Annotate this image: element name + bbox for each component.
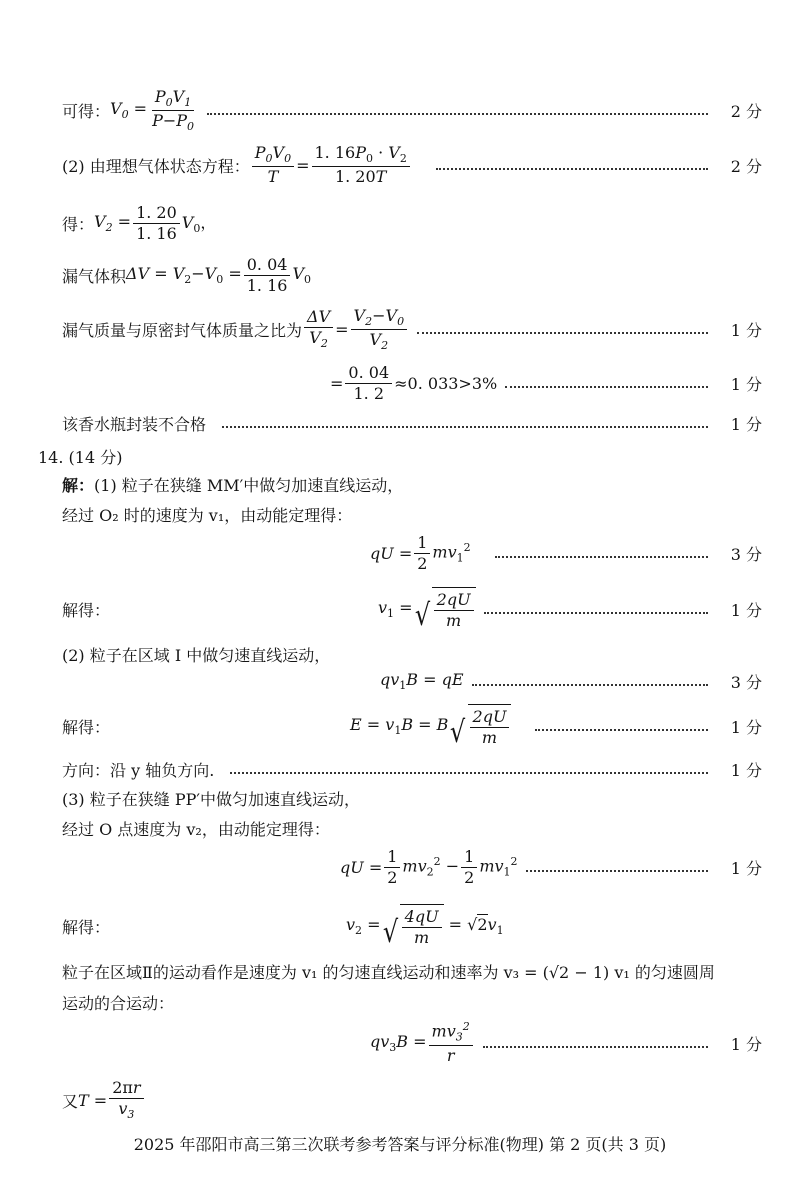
solution-label: 解： xyxy=(62,475,95,495)
question-14-header xyxy=(38,444,122,468)
line-part1-energy xyxy=(62,502,352,526)
score: 1 分 xyxy=(730,760,762,780)
line-motion-decomposition-cont xyxy=(62,990,174,1014)
leader-dots xyxy=(436,168,708,170)
line-prefix: 解得： xyxy=(62,600,111,620)
formula: = xyxy=(330,373,344,393)
line-prefix: 又 xyxy=(62,1091,79,1111)
fraction: $\frac{1}{2}$ xyxy=(384,847,400,888)
line-text: 粒子在区域Ⅱ的运动看作是速度为 v₁ 的匀速直线运动和速率为 v₃ = (√2 − 1) v₁ 的匀速圆周 xyxy=(62,962,715,982)
formula: $V_0$， xyxy=(181,213,217,236)
line-force-balance xyxy=(380,668,762,694)
formula: $mv_2^2$ − xyxy=(402,855,460,879)
score: 2 分 xyxy=(730,156,762,176)
line-prefix: 得： xyxy=(62,214,95,234)
line-e-result xyxy=(62,702,762,750)
line-v1-result xyxy=(62,586,762,632)
formula: $\Delta V = V_2-V_0$ = xyxy=(126,263,242,287)
score: 1 分 xyxy=(730,600,762,620)
score: 1 分 xyxy=(730,717,762,737)
fraction: $\frac{mv_3^2}{r}$ xyxy=(429,1020,473,1065)
line-prefix: 可得： xyxy=(62,101,111,121)
line-text: (2) 粒子在区域 Ⅰ 中做匀速直线运动， xyxy=(62,645,331,665)
formula: = xyxy=(335,319,349,339)
line-part3-intro xyxy=(62,786,360,810)
line-v0-result xyxy=(62,88,762,132)
line-prefix: 解得： xyxy=(62,717,111,737)
leader-dots xyxy=(222,426,708,428)
line-prefix: 漏气体积 xyxy=(62,266,127,286)
sqrt-expression: √ $\frac{4qU}{m}$ xyxy=(381,904,444,948)
sqrt-expression: √ $\frac{2qU}{m}$ xyxy=(448,704,511,748)
score: 3 分 xyxy=(730,544,762,564)
line-text: 该香水瓶封装不合格 xyxy=(62,414,207,434)
score: 1 分 xyxy=(730,1034,762,1054)
formula: $V_0$ = xyxy=(110,98,148,122)
line-conclusion xyxy=(62,410,762,436)
leader-dots xyxy=(207,113,708,115)
fraction: $\frac{1}{2}$ xyxy=(461,847,477,888)
leader-dots xyxy=(484,612,708,614)
line-ratio-value xyxy=(330,360,762,406)
line-part1-intro xyxy=(62,472,403,496)
score: 1 分 xyxy=(730,320,762,340)
leader-dots xyxy=(526,870,708,872)
line-v2-velocity xyxy=(62,902,504,950)
line-energy-eq2 xyxy=(340,844,762,890)
leader-dots xyxy=(472,684,708,686)
fraction: $\frac{V_2-V_0}{V_2}$ xyxy=(351,306,408,353)
leader-dots xyxy=(417,332,708,334)
line-direction xyxy=(62,756,762,782)
fraction: $\frac{1. 20}{1. 16}$ xyxy=(133,203,180,244)
leader-dots xyxy=(230,772,708,774)
fraction: $\frac{P_0V_0}{T}$ xyxy=(252,143,294,187)
line-text: 经过 O₂ 时的速度为 v₁，由动能定理得： xyxy=(62,505,353,525)
line-v2-result xyxy=(62,200,216,246)
formula: = xyxy=(296,155,310,175)
formula: qU = xyxy=(340,857,383,877)
line-prefix: 解得： xyxy=(62,917,111,937)
sqrt-expression: √ $\frac{2qU}{m}$ xyxy=(413,587,476,631)
formula: qU = xyxy=(370,543,413,563)
line-mass-ratio xyxy=(62,306,762,352)
page-footer: 2025 年邵阳市高三第三次联考参考答案与评分标准(物理) 第 2 页(共 3 页) xyxy=(133,1135,667,1154)
line-text: (3) 粒子在狭缝 PP′中做匀加速直线运动， xyxy=(62,789,361,809)
fraction: $\frac{2\pi r}{v_3}$ xyxy=(109,1078,143,1122)
line-period xyxy=(62,1076,146,1124)
score: 1 分 xyxy=(730,414,762,434)
score: 3 分 xyxy=(730,672,762,692)
formula: = $√2v_1$ xyxy=(443,914,504,938)
formula: $V_0$ xyxy=(292,263,312,287)
score: 1 分 xyxy=(730,858,762,878)
leader-dots xyxy=(535,729,708,731)
formula: T = xyxy=(78,1090,108,1110)
formula: $V_2$ = xyxy=(94,211,132,235)
line-prefix: 漏气质量与原密封气体质量之比为 xyxy=(62,320,303,340)
fraction: $\frac{\Delta V}{V_2}$ xyxy=(304,307,333,351)
fraction: $\frac{P_0V_1}{P-P_0}$ xyxy=(152,86,195,133)
line-ideal-gas-equation xyxy=(62,142,762,188)
line-energy-eq1 xyxy=(370,530,762,576)
line-leak-volume xyxy=(62,252,311,298)
formula: $qv_3B$ = xyxy=(370,1031,427,1055)
fraction: $\frac{1. 16P_0 \cdot V_2}{1. 20T}$ xyxy=(312,143,410,187)
leader-dots xyxy=(495,556,708,558)
fraction: $\frac{0. 04}{1. 16}$ xyxy=(244,255,291,296)
formula: ≈0. 033>3% xyxy=(394,373,498,393)
line-text: 运动的合运动： xyxy=(62,993,175,1013)
line-text: 方向：沿 y 轴负方向. xyxy=(62,760,215,780)
line-part3-energy xyxy=(62,816,330,840)
leader-dots xyxy=(483,1046,708,1048)
line-part2-intro xyxy=(62,642,330,666)
formula: $mv_1^2$ xyxy=(432,541,471,565)
score: 2 分 xyxy=(730,101,762,121)
formula: $mv_1^2$ xyxy=(479,855,518,879)
formula: $qv_1B$ = qE xyxy=(380,669,464,693)
fraction: $\frac{0. 04}{1. 2}$ xyxy=(345,363,392,404)
line-text: 14. (14 分) xyxy=(38,447,123,467)
score: 1 分 xyxy=(730,374,762,394)
line-prefix: (2) 由理想气体状态方程： xyxy=(62,156,250,176)
formula: $v_2$ = xyxy=(346,914,381,938)
leader-dots xyxy=(505,386,708,388)
fraction: $\frac{1}{2}$ xyxy=(414,533,430,574)
line-lorentz-force xyxy=(370,1018,762,1068)
formula: $E = v_1B = B$ xyxy=(350,714,449,738)
line-text: (1) 粒子在狭缝 MM′中做匀加速直线运动， xyxy=(94,475,404,495)
formula: $v_1$ = xyxy=(378,597,413,621)
line-text: 经过 O 点速度为 v₂，由动能定理得： xyxy=(62,819,330,839)
line-motion-decomposition xyxy=(62,958,715,984)
